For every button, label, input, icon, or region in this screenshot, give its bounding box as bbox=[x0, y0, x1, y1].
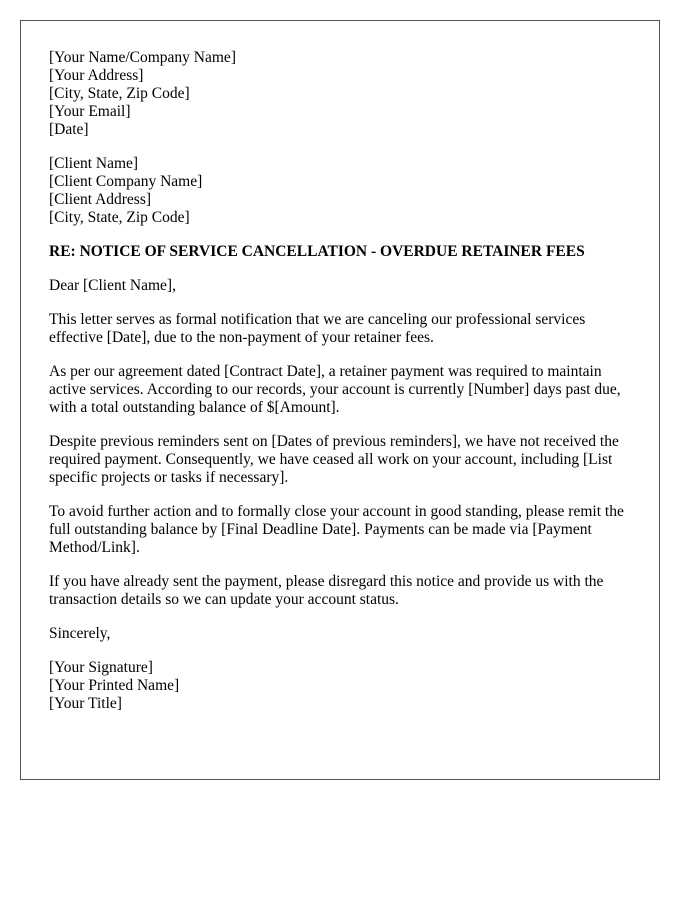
letter-page bbox=[20, 20, 660, 780]
letter-date: [Date] bbox=[49, 121, 89, 138]
salutation: Dear [Client Name], bbox=[49, 277, 176, 294]
paragraph-agreement: As per our agreement dated [Contract Date], a retainer payment was required to maintain active services. According to our records, your account is currently [Number] days past due, with a total outstanding balance of $[Amount]. bbox=[49, 363, 621, 416]
recipient-address: [Client Address] bbox=[49, 191, 152, 208]
recipient-city-state-zip: [City, State, Zip Code] bbox=[49, 209, 190, 226]
paragraph-disregard: If you have already sent the payment, please disregard this notice and provide us with the transaction details so we can update your account status. bbox=[49, 573, 604, 608]
closing: Sincerely, bbox=[49, 625, 111, 642]
signature-block bbox=[49, 659, 631, 713]
recipient-name: [Client Name] bbox=[49, 155, 139, 172]
printed-name: [Your Printed Name] bbox=[49, 677, 180, 694]
sender-city-state-zip: [City, State, Zip Code] bbox=[49, 85, 190, 102]
signer-title: [Your Title] bbox=[49, 695, 122, 712]
paragraph-payment-request: To avoid further action and to formally close your account in good standing, please remit the full outstanding balance by [Final Deadline Date]. Payments can be made via [Payment Method/Link]. bbox=[49, 503, 624, 556]
sender-address: [Your Address] bbox=[49, 67, 144, 84]
subject-line: RE: NOTICE OF SERVICE CANCELLATION - OVERDUE RETAINER FEES bbox=[49, 243, 585, 260]
recipient-block bbox=[49, 155, 631, 227]
paragraph-cancellation-notice: This letter serves as formal notification that we are canceling our professional services effective [Date], due to the non-payment of your retainer fees. bbox=[49, 311, 586, 346]
sender-name: [Your Name/Company Name] bbox=[49, 49, 236, 66]
paragraph-reminders: Despite previous reminders sent on [Dates of previous reminders], we have not received the required payment. Consequently, we have ceased all work on your account, including [List specific projects or tasks if necessary]. bbox=[49, 433, 619, 486]
sender-email: [Your Email] bbox=[49, 103, 131, 120]
recipient-company: [Client Company Name] bbox=[49, 173, 203, 190]
signature: [Your Signature] bbox=[49, 659, 153, 676]
sender-block bbox=[49, 49, 631, 139]
